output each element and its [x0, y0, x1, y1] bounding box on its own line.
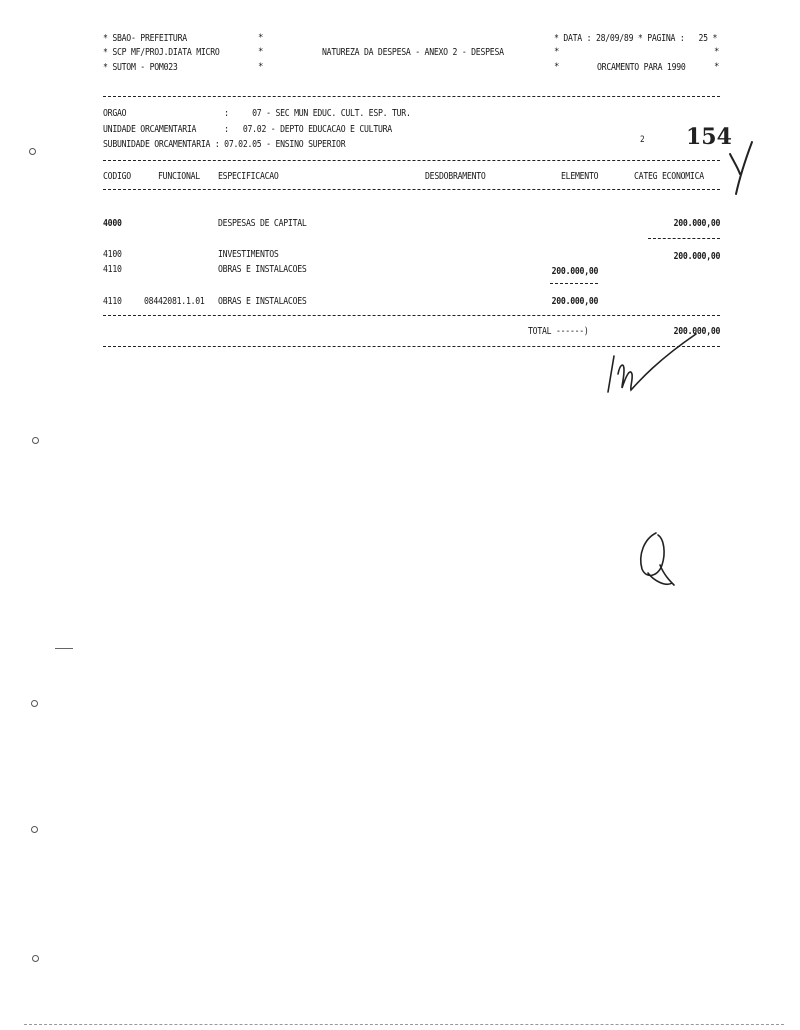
row-categ-value: 200.000,00 [673, 251, 720, 262]
header-system-line: * SBAO- PREFEITURA [103, 33, 187, 44]
row-categ-value: 200.000,00 [673, 218, 720, 229]
border-star: * [714, 47, 720, 57]
col-especificacao: ESPECIFICACAO [218, 171, 279, 182]
row-elemento-value: 200.000,00 [551, 296, 598, 307]
row-codigo: 4000 [103, 218, 122, 229]
separator-line [103, 189, 720, 190]
border-star: * [258, 47, 264, 57]
scan-edge [24, 1024, 784, 1025]
row-especificacao: OBRAS E INSTALACOES [218, 264, 307, 275]
separator-line [103, 315, 720, 316]
col-funcional: FUNCIONAL [158, 171, 200, 182]
budget-year: ORCAMENTO PARA 1990 [597, 62, 686, 73]
subtotal-rule [648, 238, 720, 239]
col-codigo: CODIGO [103, 171, 131, 182]
row-codigo: 4100 [103, 249, 122, 260]
stamp-small-number: 2 [640, 135, 645, 145]
date-page-line: * DATA : 28/09/89 * PAGINA : 25 * [554, 33, 718, 44]
row-especificacao: OBRAS E INSTALACOES [218, 296, 307, 307]
total-value: 200.000,00 [673, 326, 720, 337]
row-codigo: 4110 [103, 264, 122, 275]
row-elemento-value: 200.000,00 [551, 266, 598, 277]
binder-hole-mark [32, 437, 39, 444]
border-star: * [554, 62, 560, 72]
binder-hole-mark [29, 148, 36, 155]
separator-line [103, 160, 720, 161]
binder-hole-mark [31, 826, 38, 833]
handwritten-signature [600, 320, 710, 400]
margin-mark [55, 648, 73, 649]
unidade-line: UNIDADE ORCAMENTARIA : 07.02 - DEPTO EDUCACAO E CULTURA [103, 124, 392, 135]
col-desdobramento: DESDOBRAMENTO [425, 171, 486, 182]
separator-line [103, 96, 720, 97]
binder-hole-mark [31, 700, 38, 707]
row-especificacao: DESPESAS DE CAPITAL [218, 218, 307, 229]
handwritten-initial [630, 525, 690, 595]
binder-hole-mark [32, 955, 39, 962]
stamped-page-number: 154 [686, 124, 732, 150]
row-especificacao: INVESTIMENTOS [218, 249, 279, 260]
handwritten-checkmark [724, 138, 764, 198]
border-star: * [714, 62, 720, 72]
col-categ-economica: CATEG ECONOMICA [634, 171, 704, 182]
row-codigo: 4110 [103, 296, 122, 307]
border-star: * [258, 33, 264, 43]
border-star: * [554, 47, 560, 57]
header-program-line: * SUTOM - POM023 [103, 62, 178, 73]
col-elemento: ELEMENTO [561, 171, 599, 182]
subunidade-line: SUBUNIDADE ORCAMENTARIA : 07.02.05 - ENSINO SUPERIOR [103, 139, 346, 150]
report-title: NATUREZA DA DESPESA - ANEXO 2 - DESPESA [322, 47, 504, 58]
border-star: * [258, 62, 264, 72]
orgao-line: ORGAO : 07 - SEC MUN EDUC. CULT. ESP. TUR. [103, 108, 411, 119]
total-label: TOTAL ------) [528, 326, 589, 337]
row-funcional: 08442081.1.01 [144, 296, 205, 307]
header-department-line: * SCP MF/PROJ.DIATA MICRO [103, 47, 220, 58]
subtotal-rule [550, 283, 598, 284]
